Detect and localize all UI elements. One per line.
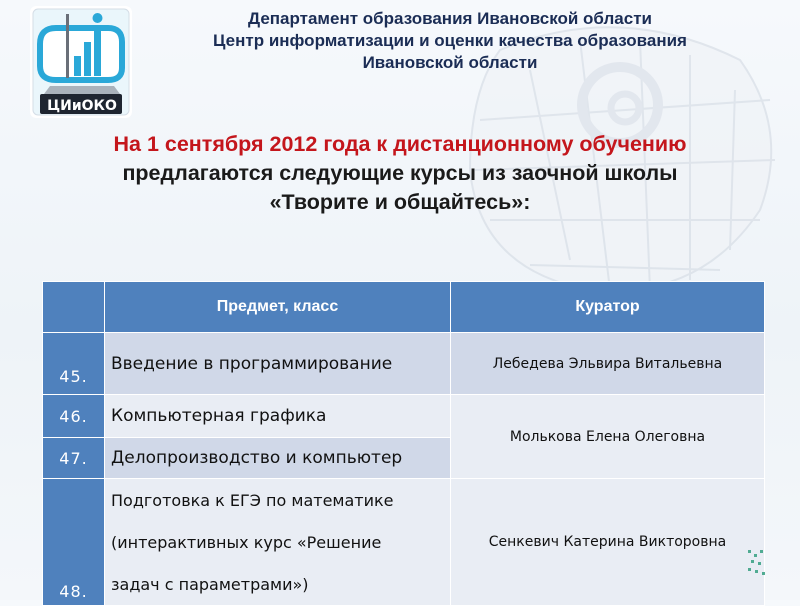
subject-cell: Введение в программирование: [105, 333, 451, 395]
subject-line: Подготовка к ЕГЭ по математике: [111, 491, 394, 510]
table-row: [43, 479, 765, 606]
watermark-icon: [746, 548, 768, 578]
title-line-1: На 1 сентября 2012 года к дистанционному обучению: [113, 132, 687, 156]
slide-title: [20, 130, 780, 217]
column-header-subject: Предмет, класс: [105, 282, 451, 333]
row-number: 45.: [43, 333, 105, 395]
curator-cell: Сенкевич Катерина Викторовна: [451, 479, 765, 606]
table-row: [43, 395, 765, 438]
subject-line: задач с параметрами»): [111, 575, 309, 594]
title-line-3: «Творите и общайтесь»:: [269, 190, 531, 214]
row-number: 46.: [43, 395, 105, 438]
row-number: 48.: [43, 479, 105, 606]
row-number: 47.: [43, 438, 105, 479]
logo-text: ЦИиОКО: [47, 98, 117, 114]
curator-cell: Лебедева Эльвира Витальевна: [451, 333, 765, 395]
header-line-1: Департамент образования Ивановской области: [248, 9, 652, 28]
courses-table: [42, 281, 765, 606]
column-header-number: [43, 282, 105, 333]
table-row: [43, 333, 765, 395]
subject-cell: Компьютерная графика: [105, 395, 451, 438]
title-line-2: предлагаются следующие курсы из заочной школы: [122, 161, 678, 185]
header-line-3: Ивановской области: [362, 53, 538, 72]
curator-cell: Молькова Елена Олеговна: [451, 395, 765, 479]
subject-cell: Делопроизводство и компьютер: [105, 438, 451, 479]
column-header-curator: Куратор: [451, 282, 765, 333]
organization-header: [150, 8, 750, 74]
header-line-2: Центр информатизации и оценки качества образования: [213, 31, 687, 50]
table-header-row: [43, 282, 765, 333]
subject-cell: [105, 479, 451, 606]
subject-line: (интерактивных курс «Решение: [111, 533, 382, 552]
